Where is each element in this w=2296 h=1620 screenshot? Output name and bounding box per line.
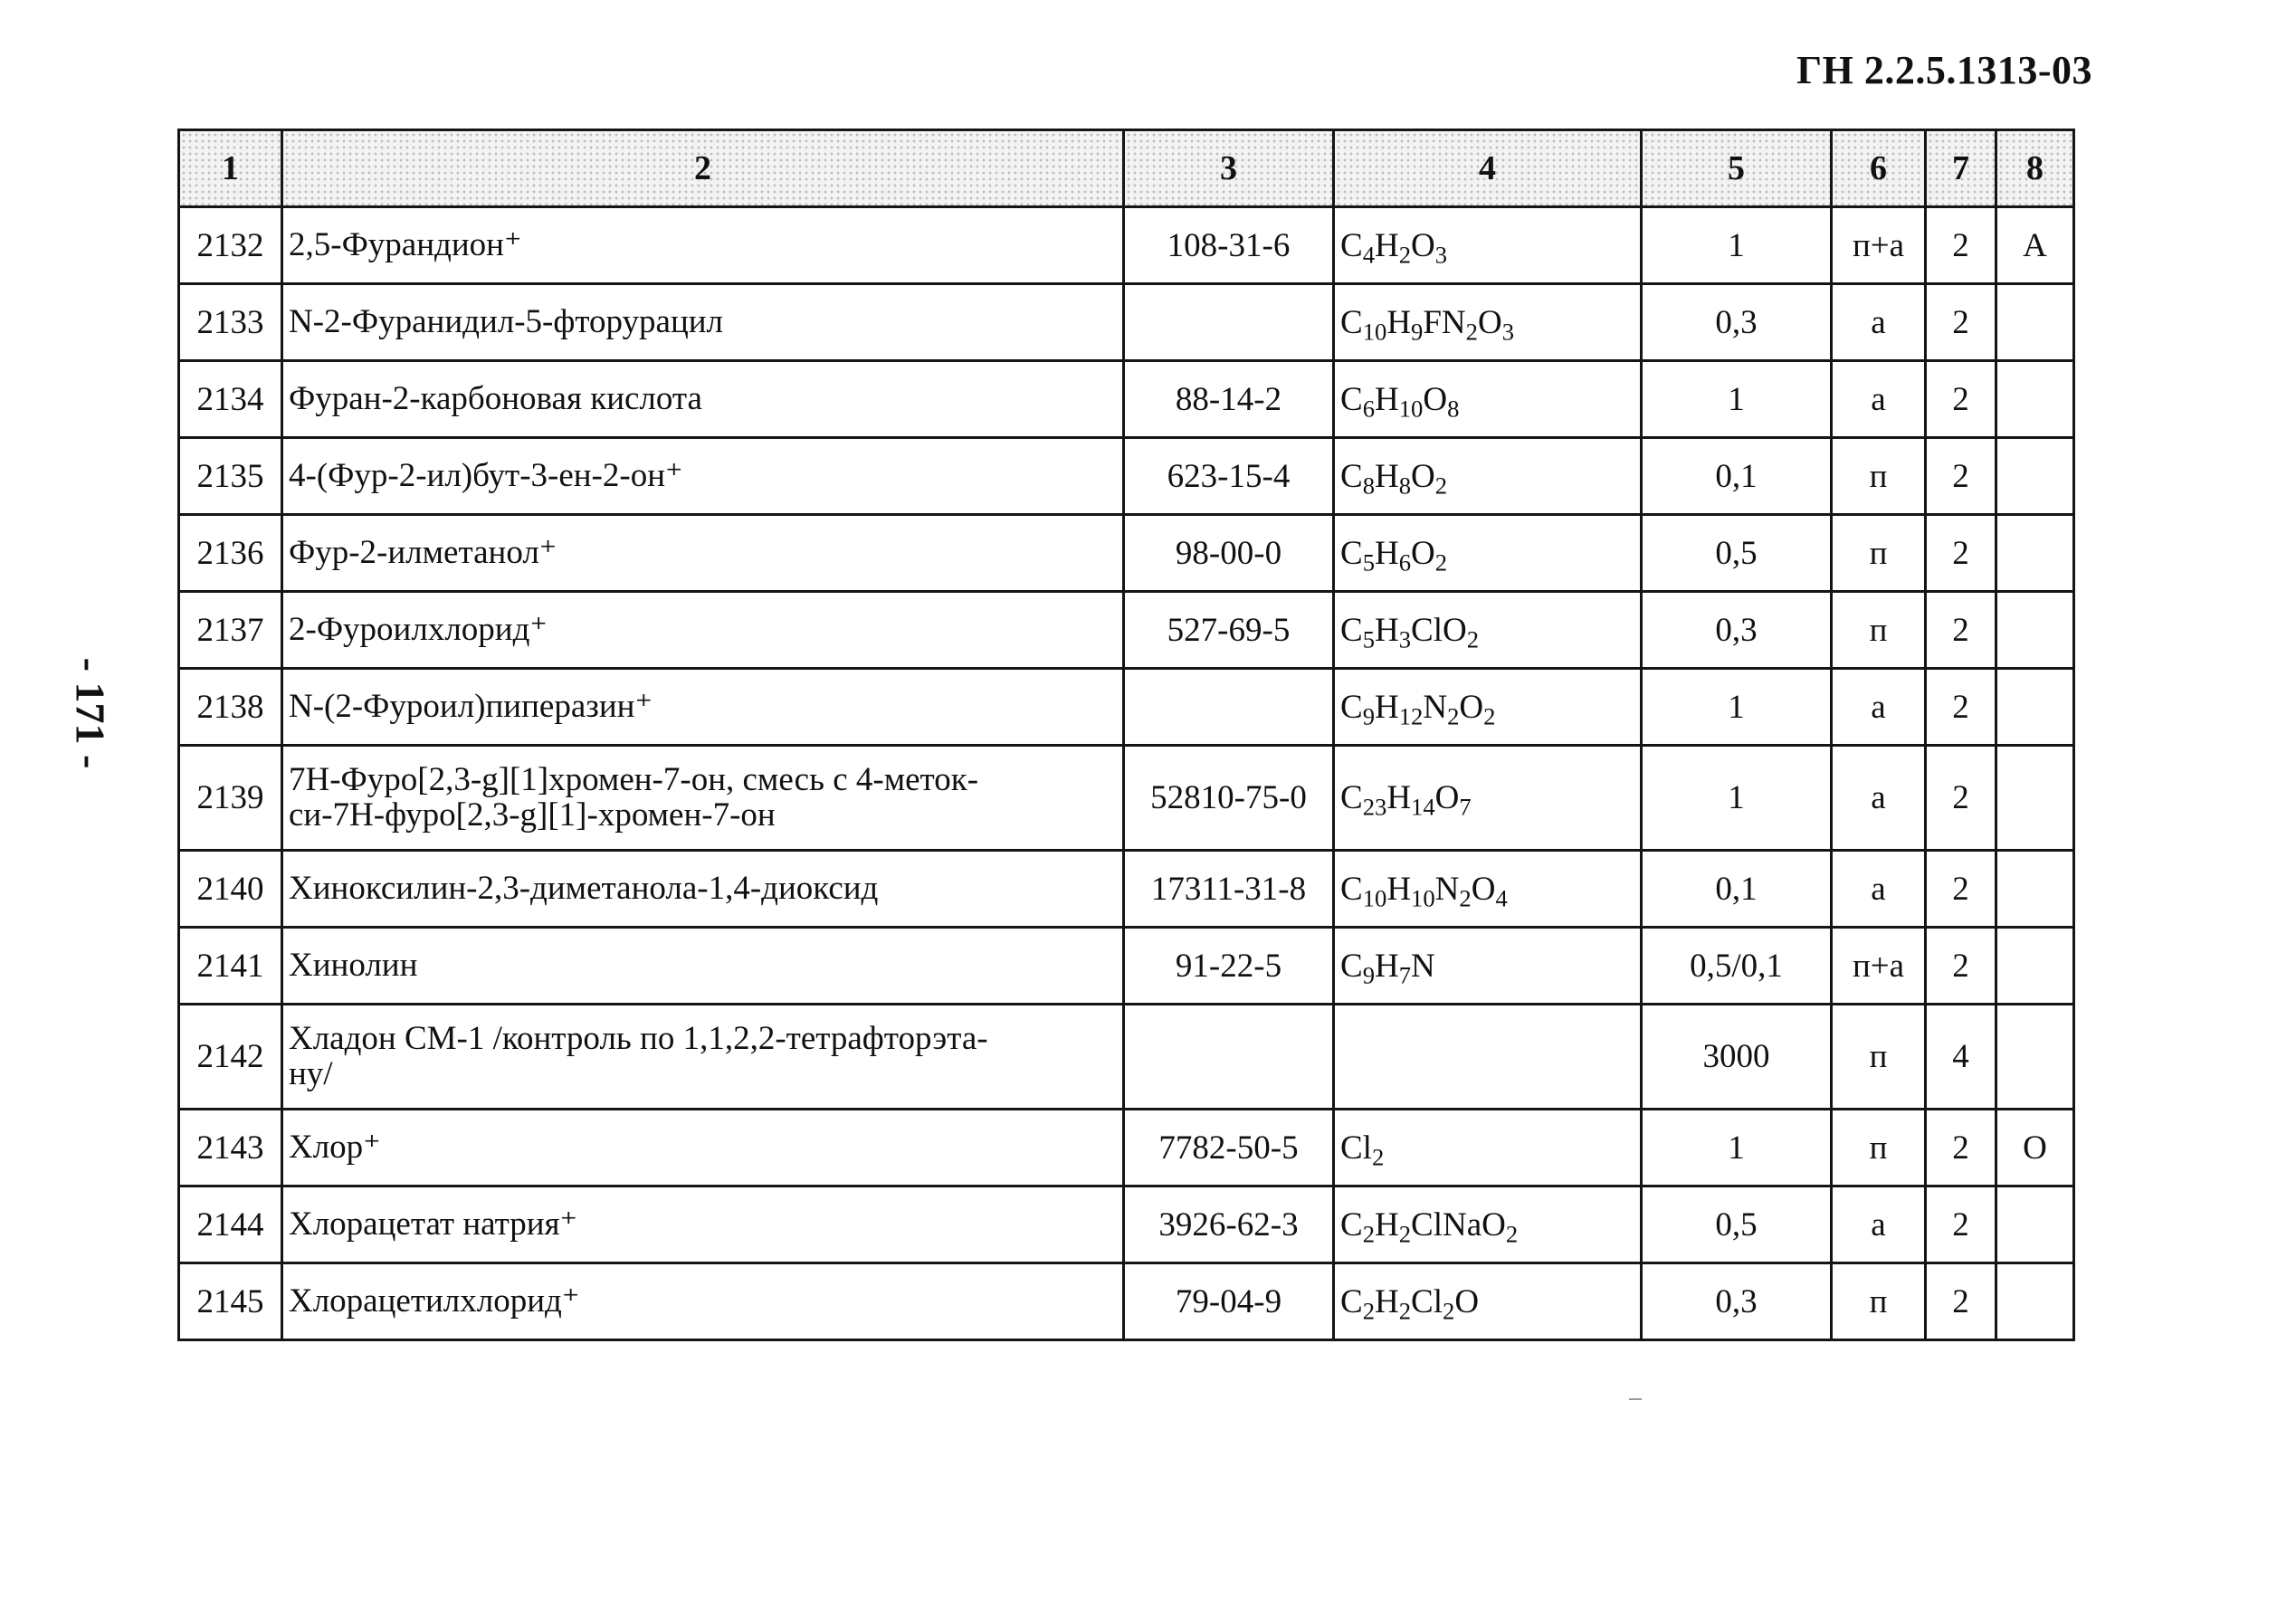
row-number-text: 2135 xyxy=(196,457,264,495)
cas-number xyxy=(1124,284,1334,361)
row-number-text: 2145 xyxy=(196,1282,264,1320)
limit-value-text: 1 xyxy=(1728,380,1745,418)
table-row xyxy=(179,1005,2074,1110)
hazard-class-text: 2 xyxy=(1952,457,1969,495)
chemical-formula-text: $C_9H_{12}N_2O_2$ xyxy=(1340,688,1496,729)
header-row xyxy=(179,130,2074,207)
cas-number xyxy=(1124,1263,1334,1340)
hazard-class xyxy=(1926,928,1996,1005)
substance-name xyxy=(282,361,1124,438)
aggregate-state-text: п xyxy=(1869,1129,1888,1167)
chemical-formula xyxy=(1334,284,1642,361)
special-note xyxy=(1996,284,2074,361)
limit-value-text: 0,1 xyxy=(1715,870,1758,908)
limit-value xyxy=(1642,1005,1832,1110)
limit-value-text: 0,3 xyxy=(1715,611,1758,649)
chemical-formula xyxy=(1334,746,1642,851)
row-number xyxy=(179,207,282,284)
aggregate-state-text: п xyxy=(1869,1282,1888,1320)
hazard-class xyxy=(1926,1005,1996,1110)
substance-name-text: 7Н-Фуро[2,3-g][1]хромен-7-он, смесь с 4-меток- си-7Н-фуро[2,3-g][1]-хромен-7-он xyxy=(289,760,979,834)
chemical-formula-text: $C_5H_6O_2$ xyxy=(1340,534,1448,576)
table-row xyxy=(179,851,2074,928)
limit-value-text: 0,5/0,1 xyxy=(1690,947,1783,985)
table-row xyxy=(179,746,2074,851)
limit-value xyxy=(1642,207,1832,284)
row-number xyxy=(179,1186,282,1263)
limit-value xyxy=(1642,515,1832,592)
cas-number-text: 91-22-5 xyxy=(1175,947,1282,985)
hazard-class-text: 2 xyxy=(1952,611,1969,649)
row-number xyxy=(179,928,282,1005)
cas-number-text: 17311-31-8 xyxy=(1150,870,1307,908)
special-note xyxy=(1996,515,2074,592)
special-note xyxy=(1996,1005,2074,1110)
aggregate-state xyxy=(1832,1110,1926,1186)
hazard-class-text: 2 xyxy=(1952,779,1969,816)
table-row xyxy=(179,361,2074,438)
aggregate-state xyxy=(1832,1186,1926,1263)
row-number xyxy=(179,284,282,361)
substance-name xyxy=(282,438,1124,515)
limit-value-text: 0,3 xyxy=(1715,1282,1758,1320)
hazard-class-text: 4 xyxy=(1952,1038,1969,1075)
chemical-formula xyxy=(1334,1263,1642,1340)
cas-number-text: 79-04-9 xyxy=(1175,1282,1282,1320)
substance-name xyxy=(282,669,1124,746)
aggregate-state xyxy=(1832,515,1926,592)
aggregate-state xyxy=(1832,361,1926,438)
aggregate-state-text: п xyxy=(1869,457,1888,495)
row-number-text: 2137 xyxy=(196,611,264,649)
aggregate-state-text: п xyxy=(1869,611,1888,649)
chemical-formula-text: $C_2H_2Cl_2O$ xyxy=(1340,1282,1480,1324)
limit-value xyxy=(1642,592,1832,669)
limit-value xyxy=(1642,1110,1832,1186)
row-number xyxy=(179,746,282,851)
special-note xyxy=(1996,207,2074,284)
limit-value xyxy=(1642,669,1832,746)
table-header xyxy=(179,130,2074,207)
cas-number xyxy=(1124,1186,1334,1263)
chemical-formula xyxy=(1334,928,1642,1005)
row-number xyxy=(179,438,282,515)
cas-number-text: 88-14-2 xyxy=(1175,380,1282,418)
aggregate-state xyxy=(1832,438,1926,515)
cas-number-text: 7782-50-5 xyxy=(1158,1129,1299,1167)
row-number xyxy=(179,361,282,438)
limit-value xyxy=(1642,746,1832,851)
substance-name-text: 2,5-Фурандион⁺ xyxy=(289,225,522,263)
row-number-text: 2138 xyxy=(196,688,264,726)
limit-value-text: 1 xyxy=(1728,226,1745,264)
chemical-formula xyxy=(1334,1110,1642,1186)
cas-number xyxy=(1124,515,1334,592)
chemical-formula-text: $C_{10}H_{10}N_2O_4$ xyxy=(1340,870,1508,911)
table-row xyxy=(179,515,2074,592)
table-row xyxy=(179,1110,2074,1186)
table-row xyxy=(179,1186,2074,1263)
hazard-class xyxy=(1926,438,1996,515)
cas-number xyxy=(1124,1005,1334,1110)
aggregate-state-text: а xyxy=(1871,779,1886,816)
substance-name-text: Хлорацетат натрия⁺ xyxy=(289,1205,578,1243)
chemical-formula-text: $C_4H_2O_3$ xyxy=(1340,226,1448,268)
cas-number xyxy=(1124,438,1334,515)
limit-value xyxy=(1642,361,1832,438)
aggregate-state-text: п xyxy=(1869,534,1888,572)
chemical-formula xyxy=(1334,851,1642,928)
limit-value-text: 0,5 xyxy=(1715,1205,1758,1244)
hazard-class-text: 2 xyxy=(1952,380,1969,418)
limit-value-text: 3000 xyxy=(1702,1038,1770,1075)
table-row xyxy=(179,1263,2074,1340)
substance-name-text: Фур-2-илметанол⁺ xyxy=(289,533,557,571)
row-number-text: 2142 xyxy=(196,1038,264,1075)
cas-number xyxy=(1124,361,1334,438)
substances-table xyxy=(177,129,2075,1341)
table-row xyxy=(179,207,2074,284)
limit-value xyxy=(1642,851,1832,928)
table-row xyxy=(179,928,2074,1005)
hazard-class-text: 2 xyxy=(1952,947,1969,985)
page-number: - 171 - xyxy=(67,657,114,769)
special-note xyxy=(1996,1110,2074,1186)
cas-number xyxy=(1124,928,1334,1005)
row-number-text: 2144 xyxy=(196,1205,264,1244)
special-note xyxy=(1996,361,2074,438)
special-note xyxy=(1996,1186,2074,1263)
substance-name-text: Хиноксилин-2,3-диметанола-1,4-диоксид xyxy=(289,869,879,907)
cas-number xyxy=(1124,746,1334,851)
row-number-text: 2140 xyxy=(196,870,264,908)
chemical-formula xyxy=(1334,592,1642,669)
hazard-class-text: 2 xyxy=(1952,534,1969,572)
substance-name xyxy=(282,1263,1124,1340)
aggregate-state-text: п+а xyxy=(1852,947,1905,985)
aggregate-state-text: а xyxy=(1871,688,1886,726)
substance-name xyxy=(282,1110,1124,1186)
hazard-class-text: 2 xyxy=(1952,1205,1969,1244)
limit-value xyxy=(1642,928,1832,1005)
cas-number xyxy=(1124,851,1334,928)
substance-name-text: Фуран-2-карбоновая кислота xyxy=(289,379,702,417)
aggregate-state xyxy=(1832,669,1926,746)
cas-number-text: 98-00-0 xyxy=(1175,534,1282,572)
row-number-text: 2143 xyxy=(196,1129,264,1167)
substance-name-text: Хинолин xyxy=(289,946,418,984)
cas-number xyxy=(1124,207,1334,284)
limit-value xyxy=(1642,284,1832,361)
aggregate-state xyxy=(1832,851,1926,928)
limit-value xyxy=(1642,1186,1832,1263)
aggregate-state-text: а xyxy=(1871,870,1886,908)
table-row xyxy=(179,438,2074,515)
limit-value-text: 0,1 xyxy=(1715,457,1758,495)
table-body xyxy=(179,207,2074,1340)
hazard-class xyxy=(1926,1263,1996,1340)
special-note-text: А xyxy=(2023,226,2047,264)
column-header-3: 3 xyxy=(1124,130,1334,207)
row-number xyxy=(179,1110,282,1186)
hazard-class xyxy=(1926,515,1996,592)
limit-value-text: 1 xyxy=(1728,779,1745,816)
column-header-5: 5 xyxy=(1642,130,1832,207)
chemical-formula xyxy=(1334,361,1642,438)
row-number xyxy=(179,851,282,928)
table-row xyxy=(179,592,2074,669)
chemical-formula-text: $C_8H_8O_2$ xyxy=(1340,457,1448,499)
chemical-formula xyxy=(1334,1186,1642,1263)
chemical-formula-text: $Cl_2$ xyxy=(1340,1129,1385,1170)
hazard-class-text: 2 xyxy=(1952,1129,1969,1167)
special-note xyxy=(1996,592,2074,669)
substance-name xyxy=(282,851,1124,928)
cas-number-text: 108-31-6 xyxy=(1167,226,1291,264)
hazard-class-text: 2 xyxy=(1952,870,1969,908)
special-note xyxy=(1996,746,2074,851)
row-number xyxy=(179,1263,282,1340)
row-number-text: 2134 xyxy=(196,380,264,418)
substance-name xyxy=(282,207,1124,284)
cas-number xyxy=(1124,592,1334,669)
chemical-formula xyxy=(1334,669,1642,746)
aggregate-state xyxy=(1832,592,1926,669)
row-number-text: 2136 xyxy=(196,534,264,572)
limit-value-text: 0,5 xyxy=(1715,534,1758,572)
aggregate-state-text: а xyxy=(1871,380,1886,418)
column-header-7: 7 xyxy=(1926,130,1996,207)
limit-value-text: 0,3 xyxy=(1715,303,1758,341)
substance-name-text: 4-(Фур-2-ил)бут-3-ен-2-он⁺ xyxy=(289,456,683,494)
hazard-class xyxy=(1926,1186,1996,1263)
substance-name xyxy=(282,928,1124,1005)
special-note xyxy=(1996,669,2074,746)
cas-number xyxy=(1124,669,1334,746)
column-header-2: 2 xyxy=(282,130,1124,207)
substance-name xyxy=(282,1005,1124,1110)
aggregate-state-text: а xyxy=(1871,303,1886,341)
aggregate-state-text: а xyxy=(1871,1205,1886,1244)
chemical-formula-text: $C_6H_{10}O_8$ xyxy=(1340,380,1460,422)
cas-number-text: 52810-75-0 xyxy=(1150,779,1307,816)
limit-value xyxy=(1642,1263,1832,1340)
special-note-text: О xyxy=(2023,1129,2047,1167)
table-row xyxy=(179,669,2074,746)
document-code: ГН 2.2.5.1313-03 xyxy=(1796,48,2092,92)
chemical-formula-text: $C_5H_3ClO_2$ xyxy=(1340,611,1480,653)
aggregate-state-text: п+а xyxy=(1852,226,1905,264)
special-note xyxy=(1996,1263,2074,1340)
hazard-class xyxy=(1926,592,1996,669)
aggregate-state-text: п xyxy=(1869,1038,1888,1075)
substance-name xyxy=(282,592,1124,669)
special-note xyxy=(1996,851,2074,928)
chemical-formula-text: $C_{23}H_{14}O_7$ xyxy=(1340,779,1472,821)
cas-number xyxy=(1124,1110,1334,1186)
chemical-formula xyxy=(1334,1005,1642,1110)
hazard-class-text: 2 xyxy=(1952,303,1969,341)
substance-name-text: Хлорацетилхлорид⁺ xyxy=(289,1282,580,1320)
special-note xyxy=(1996,928,2074,1005)
row-number-text: 2139 xyxy=(196,779,264,816)
substance-name xyxy=(282,1186,1124,1263)
aggregate-state xyxy=(1832,1263,1926,1340)
row-number-text: 2132 xyxy=(196,226,264,264)
aggregate-state xyxy=(1832,1005,1926,1110)
chemical-formula-text: $C_{10}H_9FN_2O_3$ xyxy=(1340,303,1515,345)
chemical-formula xyxy=(1334,515,1642,592)
chemical-formula xyxy=(1334,438,1642,515)
aggregate-state xyxy=(1832,746,1926,851)
substance-name-text: 2-Фуроилхлорид⁺ xyxy=(289,610,548,648)
substance-name-text: Хлор⁺ xyxy=(289,1128,381,1166)
cas-number-text: 623-15-4 xyxy=(1167,457,1291,495)
aggregate-state xyxy=(1832,928,1926,1005)
column-header-8: 8 xyxy=(1996,130,2074,207)
hazard-class xyxy=(1926,1110,1996,1186)
substance-name xyxy=(282,515,1124,592)
chemical-formula-text: $C_2H_2ClNaO_2$ xyxy=(1340,1205,1519,1247)
row-number xyxy=(179,669,282,746)
column-header-1: 1 xyxy=(179,130,282,207)
limit-value-text: 1 xyxy=(1728,1129,1745,1167)
row-number-text: 2141 xyxy=(196,947,264,985)
row-number xyxy=(179,515,282,592)
cas-number-text: 527-69-5 xyxy=(1167,611,1291,649)
special-note xyxy=(1996,438,2074,515)
column-header-6: 6 xyxy=(1832,130,1926,207)
limit-value-text: 1 xyxy=(1728,688,1745,726)
hazard-class-text: 2 xyxy=(1952,688,1969,726)
scan-speck xyxy=(1629,1398,1642,1400)
chemical-formula-text: $C_9H_7N$ xyxy=(1340,947,1435,988)
chemical-formula xyxy=(1334,207,1642,284)
row-number xyxy=(179,592,282,669)
hazard-class xyxy=(1926,669,1996,746)
hazard-class-text: 2 xyxy=(1952,1282,1969,1320)
hazard-class xyxy=(1926,207,1996,284)
substance-name-text: N-2-Фуранидил-5-фторурацил xyxy=(289,302,724,340)
substance-name xyxy=(282,746,1124,851)
substance-name-text: Хладон СМ-1 /контроль по 1,1,2,2-тетрафторэта- ну/ xyxy=(289,1019,988,1092)
substance-name-text: N-(2-Фуроил)пиперазин⁺ xyxy=(289,687,653,725)
hazard-class xyxy=(1926,746,1996,851)
row-number-text: 2133 xyxy=(196,303,264,341)
row-number xyxy=(179,1005,282,1110)
hazard-class xyxy=(1926,851,1996,928)
aggregate-state xyxy=(1832,284,1926,361)
column-header-4: 4 xyxy=(1334,130,1642,207)
hazard-class xyxy=(1926,284,1996,361)
table-row xyxy=(179,284,2074,361)
substance-name xyxy=(282,284,1124,361)
hazard-class-text: 2 xyxy=(1952,226,1969,264)
limit-value xyxy=(1642,438,1832,515)
cas-number-text: 3926-62-3 xyxy=(1158,1205,1299,1244)
aggregate-state xyxy=(1832,207,1926,284)
hazard-class xyxy=(1926,361,1996,438)
